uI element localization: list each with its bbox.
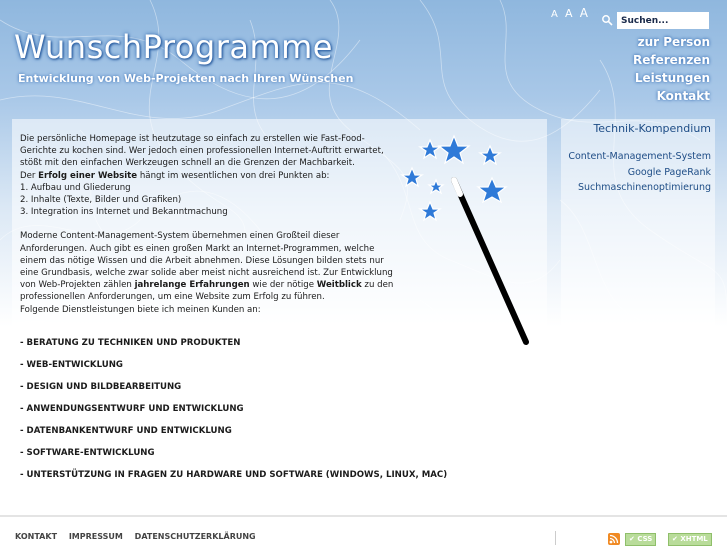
sidebar-link-seo[interactable]: Suchmaschinenoptimierung [577,182,711,193]
check-icon: ✔ [672,535,681,543]
xhtml-valid-badge[interactable]: ✔ XHTML [668,533,712,546]
site-tagline: Entwicklung von Web-Projekten nach Ihren Wünschen [18,72,354,85]
footer-link-kontakt[interactable]: KONTAKT [15,532,58,541]
service-item: - DATENBANKENTWURF UND ENTWICKLUNG [20,426,232,436]
service-item: - DESIGN UND BILDBEARBEITUNG [20,382,182,392]
footer-link-impressum[interactable]: IMPRESSUM [68,532,123,541]
footer-separator [555,531,556,545]
service-item: - UNTERSTÜTZUNG IN FRAGEN ZU HARDWARE UND SOFTWARE (WINDOWS, LINUX, MAC) [20,470,448,480]
nav-item-zur-person[interactable]: zur Person [637,35,710,49]
point-item: 2. Inhalte (Texte, Bilder und Grafiken) [20,195,182,206]
service-item: - BERATUNG ZU TECHNIKEN UND PRODUKTEN [20,338,241,348]
font-size-medium-button[interactable]: A [565,7,573,20]
font-size-large-button[interactable]: A [579,6,588,20]
sidebar-link-cms[interactable]: Content-Management-System [568,151,711,162]
font-size-small-button[interactable]: A [551,9,558,20]
cms-paragraph: Moderne Content-Management-System übernehmen einen Großteil dieser Anforderungen. Auch gibt es einen großen Markt an Internet-Programmen, welche einem das nötige Wissen und die Arbeit abnehmen. Diese Lösungen bilden stets nur eine Grundbasis, welche zwar solide aber meist nicht ausreichend ist. Zur Entwicklung von Web-Projekten zählen jahrelange Erfahrungen wie der nötige Weitblick zu den professionellen Anforderungen, um eine Website zum Erfolg zu führen. [20,231,394,303]
main-navigation [633,33,710,105]
footer-divider [0,515,727,517]
vision-highlight: Weitblick [316,280,362,291]
main-text [20,133,400,316]
success-paragraph: Der Erfolg einer Website hängt im wesentlichen von drei Punkten ab: [20,170,330,181]
nav-item-leistungen[interactable]: Leistungen [634,71,710,85]
sidebar-links [568,149,711,196]
star-icon [429,180,443,193]
sidebar-link-pagerank[interactable]: Google PageRank [627,166,711,178]
footer-link-datenschutz[interactable]: DATENSCHUTZERKLÄRUNG [134,532,256,541]
success-highlight: Erfolg einer Website [38,170,138,181]
star-icon [480,146,500,164]
star-icon [439,136,469,163]
services-list [20,332,447,486]
nav-item-referenzen[interactable]: Referenzen [632,53,710,67]
intro-paragraph: Die persönliche Homepage ist heutzutage so einfach zu erstellen wie Fast-Food-Gerichte zu kochen sind. Wer jedoch einen professionellen Internet-Auftritt erwartet, stößt mit den einfachen Werkzeugen schnell an die Grenzen der Machbarkeit. [20,134,384,169]
star-icon [420,140,440,158]
magic-wand-icon [454,180,526,342]
site-logo[interactable]: WunschProgramme [14,28,333,66]
point-item: 3. Integration ins Internet und Bekanntmachung [20,207,228,218]
star-icon [420,202,440,220]
star-icon [478,178,506,202]
experience-highlight: jahrelange Erfahrungen [134,280,250,291]
sidebar-title: Technik-Kompendium [593,122,711,135]
check-icon: ✔ [629,535,638,543]
star-icon [402,168,422,186]
services-intro: Folgende Dienstleistungen biete ich meinen Kunden an: [20,304,261,315]
service-item: - ANWENDUNGSENTWURF UND ENTWICKLUNG [20,404,244,414]
search-input[interactable] [617,12,709,29]
service-item: - WEB-ENTWICKLUNG [20,360,123,370]
service-item: - SOFTWARE-ENTWICKLUNG [20,448,155,458]
search-icon[interactable] [601,14,613,26]
nav-item-kontakt[interactable]: Kontakt [656,89,710,103]
rss-icon[interactable] [608,533,620,545]
footer-links [15,532,265,541]
font-size-controls [551,6,592,20]
css-valid-badge[interactable]: ✔ CSS [625,533,656,546]
magic-wand-illustration [396,128,546,348]
point-item: 1. Aufbau und Gliederung [20,182,131,193]
